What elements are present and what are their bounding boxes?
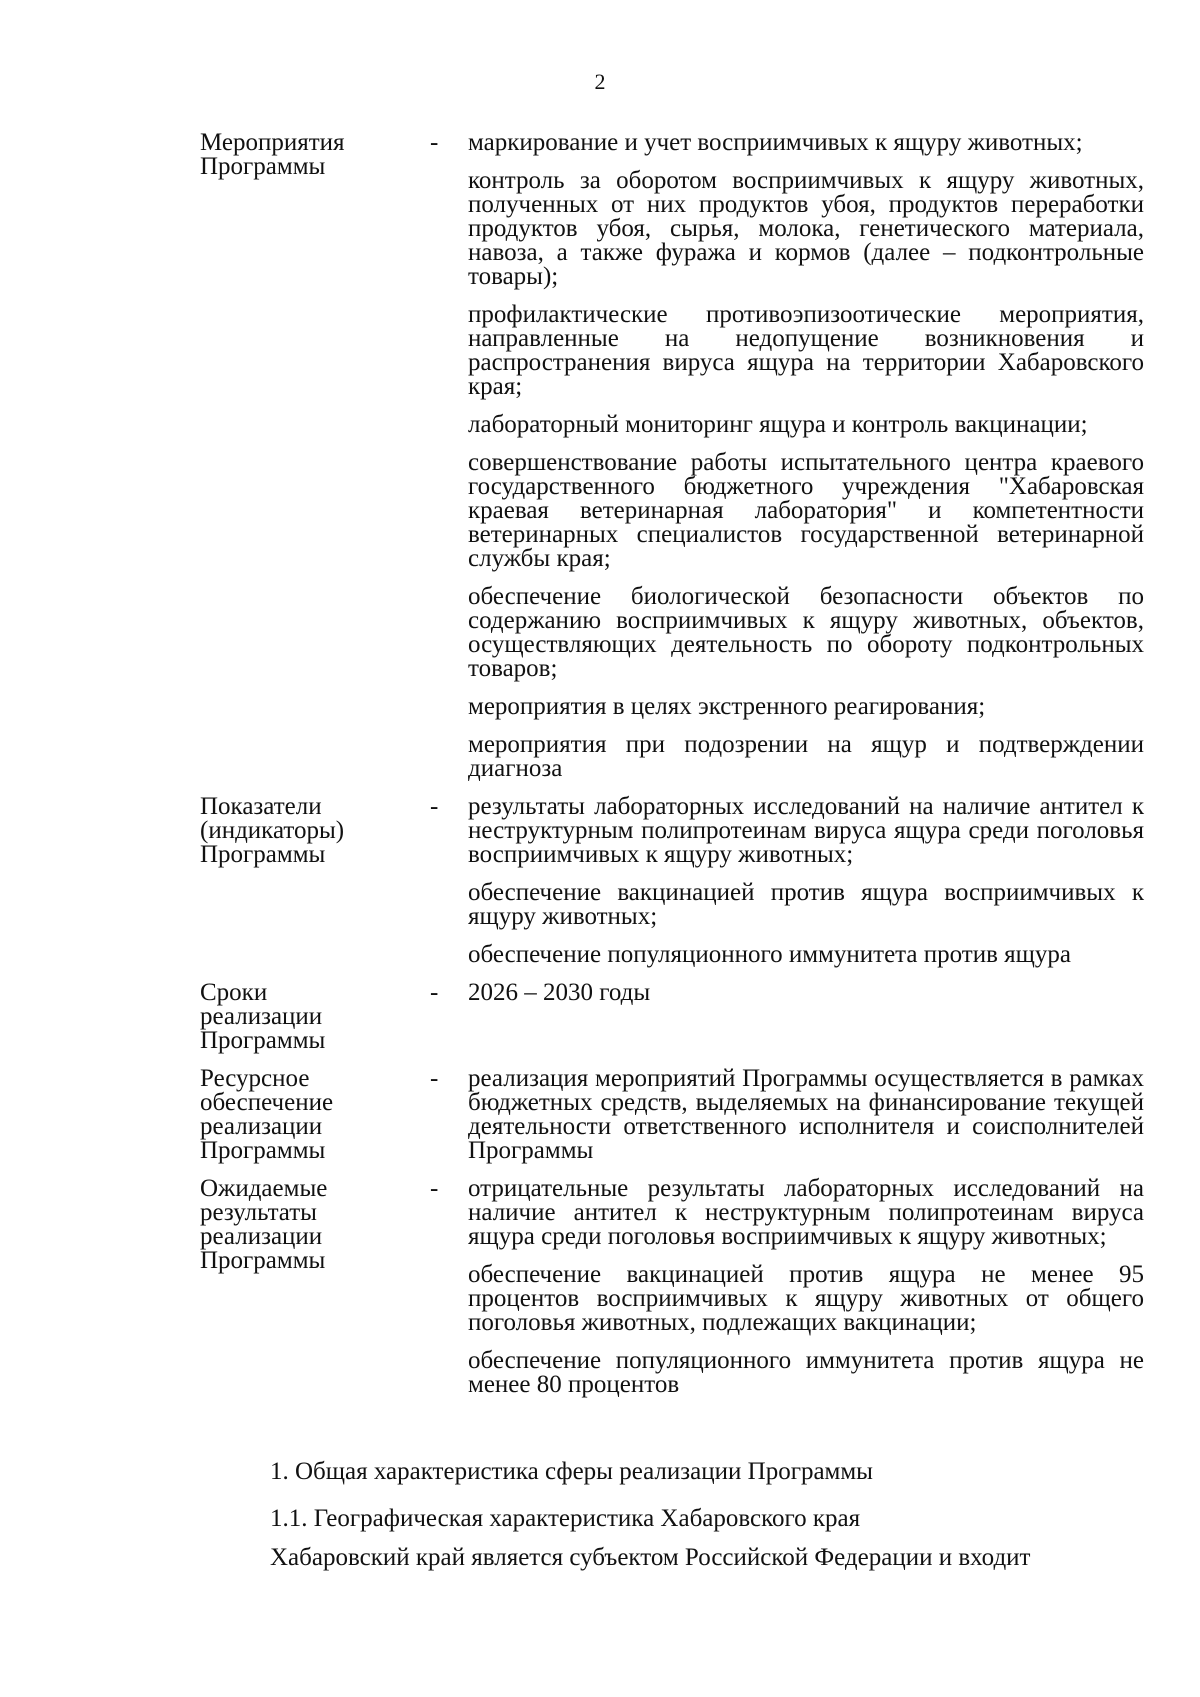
row-item: маркирование и учет восприимчивых к ящуру животных; (468, 129, 1083, 156)
subsection-title (270, 1507, 1144, 1531)
row-dash: - (430, 793, 439, 820)
row-content (468, 981, 1144, 1005)
row-label-line: Программы (200, 1247, 326, 1274)
row-item: обеспечение вакцинацией против ящура не менее 95 процентов восприимчивых к ящуру животных от общего поголовья животных, подлежащих вакцинации; (468, 1261, 1144, 1336)
row-item: обеспечение вакцинацией против ящура восприимчивых к ящуру животных; (468, 879, 1144, 930)
row-content (468, 1177, 1144, 1397)
row-item: обеспечение популяционного иммунитета против ящура не менее 80 процентов (468, 1347, 1144, 1398)
row-item: мероприятия в целях экстренного реагирования; (468, 693, 986, 720)
row-label-line: реализации (200, 1113, 323, 1140)
body-paragraph-text: Хабаровский край является субъектом Российской Федерации и входит (270, 1544, 1031, 1571)
row-label-line: Мероприятия (200, 129, 345, 156)
passport-row-measures (200, 131, 1144, 781)
row-content (468, 1067, 1144, 1163)
row-content (468, 131, 1144, 781)
row-label-line: Ожидаемые (200, 1175, 328, 1202)
row-item: мероприятия при подозрении на ящур и подтверждении диагноза (468, 731, 1144, 782)
row-label-line: реализации (200, 1003, 323, 1030)
passport-row-resources (200, 1067, 1144, 1163)
row-label (200, 1177, 430, 1273)
row-item: лабораторный мониторинг ящура и контроль вакцинации; (468, 411, 1088, 438)
row-label-line: Программы (200, 153, 326, 180)
row-item: контроль за оборотом восприимчивых к ящуру животных, полученных от них продуктов убоя, продуктов переработки продуктов убоя, сырья, молока, генетического материала, навоза, а также фуража и кормов (далее – подконтрольные товары); (468, 167, 1144, 290)
row-item: реализация мероприятий Программы осуществляется в рамках бюджетных средств, выделяемых на финансирование текущей деятельности ответственного исполнителя и соисполнителей Программы (468, 1065, 1144, 1164)
row-dash: - (430, 979, 439, 1006)
section-title (270, 1460, 1144, 1484)
subsection-title-text: 1.1. Географическая характеристика Хабаровского края (270, 1505, 861, 1532)
row-label-line: Ресурсное (200, 1065, 310, 1092)
row-content (468, 795, 1144, 967)
row-item: 2026 – 2030 годы (468, 979, 651, 1006)
passport-row-timeline (200, 981, 1144, 1053)
row-label-line: реализации (200, 1223, 323, 1250)
row-label (200, 981, 430, 1053)
passport-row-indicators (200, 795, 1144, 967)
row-dash: - (430, 1065, 439, 1092)
row-label-line: обеспечение (200, 1089, 334, 1116)
passport-row-expected-results (200, 1177, 1144, 1397)
row-label-line: (индикаторы) (200, 817, 345, 844)
row-item: обеспечение биологической безопасности объектов по содержанию восприимчивых к ящуру животных, объектов, осуществляющих деятельность по обороту подконтрольных товаров; (468, 583, 1144, 682)
row-item: обеспечение популяционного иммунитета против ящура (468, 941, 1071, 968)
row-item: профилактические противоэпизоотические мероприятия, направленные на недопущение возникновения и распространения вируса ящура на территории Хабаровского края; (468, 301, 1144, 400)
body-paragraph (270, 1546, 1144, 1570)
row-dash: - (430, 129, 439, 156)
row-item: результаты лабораторных исследований на наличие антител к неструктурным полипротеинам вируса ящура среди поголовья восприимчивых к ящуру животных; (468, 793, 1144, 868)
row-label-line: Программы (200, 1137, 326, 1164)
row-label-line: Сроки (200, 979, 268, 1006)
page-number: 2 (594, 69, 606, 94)
row-dash: - (430, 1175, 439, 1202)
row-label (200, 131, 430, 179)
row-label-line: результаты (200, 1199, 317, 1226)
row-item: совершенствование работы испытательного центра краевого государственного бюджетного учреждения "Хабаровская краевая ветеринарная лаборатория" и компетентности ветеринарных специалистов государственной ветеринарной службы края; (468, 449, 1144, 572)
row-label-line: Программы (200, 841, 326, 868)
program-passport-table (200, 131, 1144, 1411)
row-label (200, 795, 430, 867)
row-label-line: Программы (200, 1027, 326, 1054)
row-label (200, 1067, 430, 1163)
row-item: отрицательные результаты лабораторных исследований на наличие антител к неструктурным полипротеинам вируса ящура среди поголовья восприимчивых к ящуру животных; (468, 1175, 1144, 1250)
row-label-line: Показатели (200, 793, 322, 820)
section-title-text: 1. Общая характеристика сферы реализации Программы (270, 1458, 873, 1485)
